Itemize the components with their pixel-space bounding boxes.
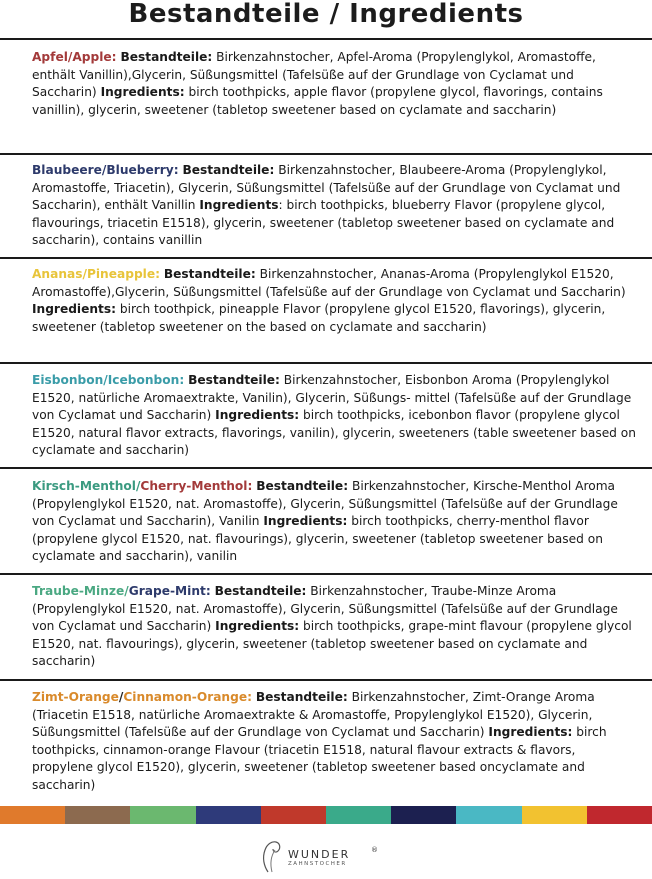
divider <box>0 38 652 40</box>
en-label: Ingredients: <box>263 514 348 529</box>
color-strip-segment <box>587 806 652 824</box>
brand-logo <box>258 836 398 876</box>
ingredient-block-apple <box>32 49 640 119</box>
logo-subtitle: ZAHNSTOCHER <box>288 861 347 867</box>
divider <box>0 679 652 681</box>
ingredient-block-cinnamon-orange <box>32 689 640 795</box>
divider <box>0 467 652 469</box>
divider <box>0 362 652 364</box>
flavor-slash: / <box>124 584 129 598</box>
logo-mark-icon <box>258 836 286 876</box>
de-label: Bestandteile: <box>255 690 348 704</box>
color-strip-segment <box>391 806 456 824</box>
flavor-name-en: Cinnamon-Orange: <box>123 690 252 704</box>
color-strip-segment <box>326 806 391 824</box>
divider <box>0 573 652 575</box>
en-text: birch toothpicks, cinnamon-orange Flavour (triacetin E1518, natural flavour extracts & flavors, propylene glycol E1520), glycerin, sweetener (tabletop sweetener based oncyclamate and saccharin) <box>32 725 607 792</box>
flavor-name: Eisbonbon/Icebonbon: <box>32 373 185 387</box>
color-strip-segment <box>65 806 130 824</box>
flavor-name: Apfel/Apple: <box>32 50 117 64</box>
de-label: Bestandteile: <box>214 584 307 598</box>
en-label: Ingredients <box>199 198 279 213</box>
en-text: birch toothpick, pineapple Flavor (propylene glycol E1520, flavorings), glycerin, sweetener (tabletop sweetener on the based on cyclamate and saccharin) <box>32 302 606 334</box>
en-label: Ingredients: <box>215 408 300 423</box>
en-text: birch toothpicks, apple flavor (propylene glycol, flavorings, contains vanillin), glycerin, sweetener (tabletop sweetener based on cyclamate and saccharin) <box>32 85 603 117</box>
page-title: Bestandteile / Ingredients <box>128 0 524 29</box>
flavor-name: Zimt-Orange <box>32 690 119 704</box>
de-label: Bestandteile: <box>188 373 280 387</box>
en-label: Ingredients: <box>488 725 573 740</box>
ingredient-block-cherry-menthol <box>32 478 640 566</box>
flavor-name-en: Grape-Mint: <box>128 584 211 598</box>
de-label: Bestandteile: <box>182 163 275 177</box>
color-strip-segment <box>456 806 521 824</box>
ingredient-block-grape-mint <box>32 583 640 671</box>
de-text: Birkenzahnstocher, Traube-Minze Aroma (Propylenglykol E1520, nat. Aromastoffe), Glycerin, Süßungsmittel (Tafelsüße auf der Grundlage von Cyclamat und Saccharin) <box>32 584 618 634</box>
color-strip <box>0 806 652 824</box>
ingredient-block-pineapple <box>32 266 640 336</box>
de-text: Birkenzahnstocher, Kirsche-Menthol Aroma (Propylenglykol E1520, nat. Aromastoffe), Glycerin, Süßungsmittel (Tafelsüße auf der Grundlage von Cyclamat und Saccharin), Vanilin <box>32 479 618 529</box>
flavor-name: Kirsch-Menthol <box>32 479 136 493</box>
color-strip-segment <box>261 806 326 824</box>
ingredient-block-blueberry <box>32 162 640 250</box>
logo-registered-mark: ® <box>371 846 378 854</box>
en-text: : birch toothpicks, blueberry Flavor (propylene glycol, flavourings, triacetin E1518), glycerin, sweetener (tabletop sweetener based on cyclamate and saccharin), contains vanillin <box>32 198 615 248</box>
flavor-slash: / <box>135 479 141 493</box>
ingredient-block-icebonbon <box>32 372 640 460</box>
color-strip-segment <box>196 806 261 824</box>
divider <box>0 257 652 259</box>
de-text: Birkenzahnstocher, Zimt-Orange Aroma (Triacetin E1518, natürliche Aromaextrakte & Aromastoffe, Propylenglykol E1520), Glycerin, Süßungsmittel (Tafelsüße auf der Grundlage von Cyclamat und Saccharin) <box>32 690 595 740</box>
divider <box>0 153 652 155</box>
flavor-name-en: Cherry-Menthol: <box>140 479 253 493</box>
de-label: Bestandteile: <box>256 479 349 493</box>
logo-word: WUNDER <box>288 848 351 861</box>
flavor-slash: / <box>118 690 124 704</box>
en-label: Ingredients: <box>100 85 185 100</box>
en-label: Ingredients: <box>215 619 300 634</box>
flavor-name: Ananas/Pineapple: <box>32 267 160 281</box>
de-label: Bestandteile: <box>163 267 256 281</box>
de-text: Birkenzahnstocher, Blaubeere-Aroma (Propylenglykol, Aromastoffe, Triacetin), Glycerin, Süßungsmittel (Tafelsüße auf der Grundlage von Cyclamat und Saccharin), enthält Vanillin <box>32 163 621 213</box>
en-text: birch toothpicks, icebonbon flavor (propylene glycol E1520, natural flavor extracts, flavorings, vanilin), glycerin, sweeteners (table sweetener based on cyclamate and saccharin) <box>32 408 636 458</box>
flavor-name: Traube-Minze <box>32 584 125 598</box>
de-text: Birkenzahnstocher, Eisbonbon Aroma (Propylenglykol E1520, natürliche Aromaextrakte, Vanilin), Glycerin, Süßungs- mittel (Tafelsüße auf der Grundlage von Cyclamat und Saccharin) <box>32 373 632 423</box>
color-strip-segment <box>130 806 195 824</box>
color-strip-segment <box>0 806 65 824</box>
en-label: Ingredients: <box>32 302 117 317</box>
de-text: Birkenzahnstocher, Ananas-Aroma (Propylenglykol E1520, Aromastoffe),Glycerin, Süßungsmittel (Tafelsüße auf der Grundlage von Cyclamat und Saccharin) <box>32 267 626 299</box>
flavor-name: Blaubeere/Blueberry: <box>32 163 179 177</box>
en-text: birch toothpicks, cherry-menthol flavor (propylene glycol E1520, nat. flavourings), glycerin, sweetener (tabletop sweetener based on cyclamate and saccharin), vanilin <box>32 514 603 564</box>
en-text: birch toothpicks, grape-mint flavour (propylene glycol E1520, nat. flavourings), glycerin, sweetener (tabletop sweetener based on cyclamate and saccharin) <box>32 619 632 669</box>
de-text: Birkenzahnstocher, Apfel-Aroma (Propylenglykol, Aromastoffe, enthält Vanillin),Glycerin, Süßungsmittel (Tafelsüße auf der Grundlage von Cyclamat und Saccharin) <box>32 50 596 100</box>
color-strip-segment <box>522 806 587 824</box>
de-label: Bestandteile: <box>120 50 213 64</box>
